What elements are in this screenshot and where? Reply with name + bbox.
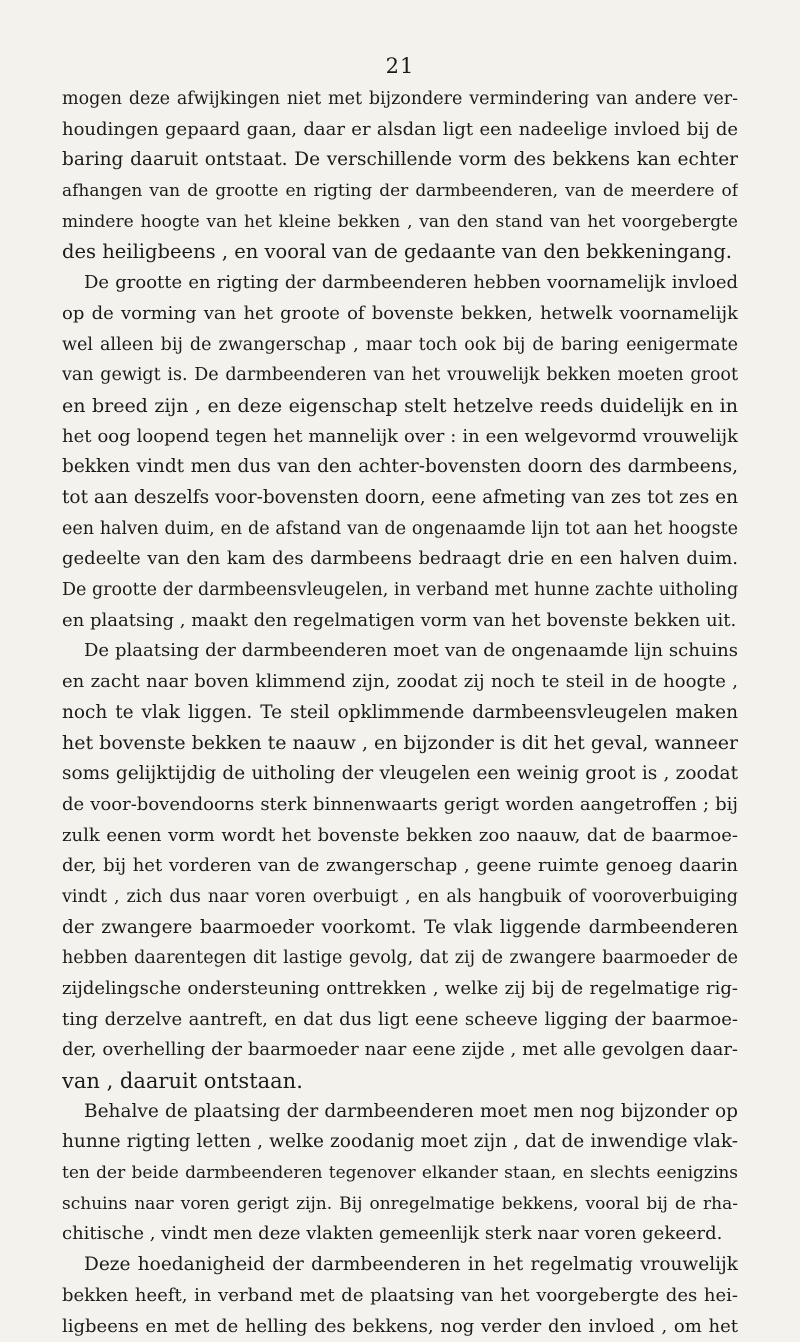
text-line: ting derzelve aantreft, en dat dus ligt eene scheeve ligging der baarmoe-: [62, 1008, 738, 1030]
text-line: vindt , zich dus naar voren overbuigt , en als hangbuik of vooroverbuiging: [62, 886, 738, 907]
text-line: soms gelijktijdig de uitholing der vleugelen een weinig groot is , zoodat: [62, 763, 738, 785]
text-line: wel alleen bij de zwangerschap , maar toch ook bij de baring eenigermate: [62, 334, 738, 355]
text-line: een halven duim, en de afstand van de ongenaamde lijn tot aan het hoogste: [62, 518, 738, 539]
page-number: 21: [385, 54, 415, 78]
text-line: en breed zijn , en deze eigenschap stelt hetzelve reeds duidelijk en in: [62, 394, 738, 417]
text-line: De plaatsing der darmbeenderen moet van de ongenaamde lijn schuins: [84, 640, 738, 662]
text-line: zijdelingsche ondersteuning onttrekken , welke zij bij de regelmatige rig-: [62, 977, 738, 999]
text-line: De grootte der darmbeensvleugelen, in verband met hunne zachte uitholing: [62, 580, 738, 600]
text-line: de voor-bovendoorns sterk binnenwaarts gerigt worden aangetroffen ; bij: [62, 793, 738, 815]
text-line: en plaatsing , maakt den regelmatigen vorm van het bovenste bekken uit.: [62, 609, 737, 631]
text-line: op de vorming van het groote of bovenste bekken, hetwelk voornamelijk: [62, 302, 738, 324]
text-line: der, overhelling der baarmoeder naar eene zijde , met alle gevolgen daar-: [62, 1039, 738, 1061]
text-line: gedeelte van den kam des darmbeens bedraagt drie en een halven duim.: [62, 548, 738, 570]
text-line: Deze hoedanigheid der darmbeenderen in het regelmatig vrouwelijk: [84, 1254, 738, 1276]
text-line: bekken vindt men dus van den achter-bovensten doorn des darmbeens,: [62, 456, 738, 478]
text-line: der, bij het vorderen van de zwangerschap , geene ruimte genoeg daarin: [62, 855, 738, 877]
text-line: des heiligbeens , en vooral van de gedaante van den bekkeningang.: [62, 240, 733, 264]
text-line: en zacht naar boven klimmend zijn, zoodat zij noch te steil in de hoogte ,: [62, 671, 738, 693]
text-line: ligbeens en met de helling des bekkens, nog verder den invloed , om het: [62, 1315, 738, 1337]
text-line: bekken heeft, in verband met de plaatsing van het voorgebergte des hei-: [62, 1284, 738, 1306]
text-line: hunne rigting letten , welke zoodanig moet zijn , dat de inwendige vlak-: [62, 1131, 738, 1153]
body-text: [62, 84, 738, 1342]
text-line: baring daaruit ontstaat. De verschillende vorm des bekkens kan echter: [62, 149, 738, 171]
text-line: houdingen gepaard gaan, daar er alsdan ligt een nadeelige invloed bij de: [62, 118, 738, 140]
text-line: het oog loopend tegen het mannelijk over : in een welgevormd vrouwelijk: [62, 425, 738, 447]
text-line: van gewigt is. De darmbeenderen van het vrouwelijk bekken moeten groot: [62, 365, 738, 386]
text-line: het bovenste bekken te naauw , en bijzonder is dit het geval, wanneer: [62, 732, 738, 755]
text-line: chitische , vindt men deze vlakten gemeenlijk sterk naar voren gekeerd.: [62, 1223, 723, 1245]
text-line: mindere hoogte van het kleine bekken , van den stand van het voorgebergte: [62, 211, 738, 232]
text-line: ten der beide darmbeenderen tegenover elkander staan, en slechts eenigzins: [62, 1163, 738, 1184]
text-line: Behalve de plaatsing der darmbeenderen moet men nog bijzonder op: [84, 1100, 738, 1122]
text-line: hebben daarentegen dit lastige gevolg, dat zij de zwangere baarmoeder de: [62, 948, 738, 969]
text-line: tot aan deszelfs voor-bovensten doorn, eene afmeting van zes tot zes en: [62, 486, 738, 508]
text-line: schuins naar voren gerigt zijn. Bij onregelmatige bekkens, vooral bij de rha-: [62, 1193, 738, 1214]
text-line: zulk eenen vorm wordt het bovenste bekken zoo naauw, dat de baarmoe-: [62, 824, 738, 846]
text-line: van , daaruit ontstaan.: [62, 1069, 303, 1093]
text-line: mogen deze afwijkingen niet met bijzondere vermindering van andere ver-: [62, 89, 738, 109]
text-line: afhangen van de grootte en rigting der darmbeenderen, van de meerdere of: [62, 181, 738, 202]
text-line: der zwangere baarmoeder voorkomt. Te vlak liggende darmbeenderen: [62, 916, 738, 938]
text-line: De grootte en rigting der darmbeenderen hebben voornamelijk invloed: [84, 272, 738, 294]
text-line: noch te vlak liggen. Te steil opklimmende darmbeensvleugelen maken: [62, 701, 738, 723]
